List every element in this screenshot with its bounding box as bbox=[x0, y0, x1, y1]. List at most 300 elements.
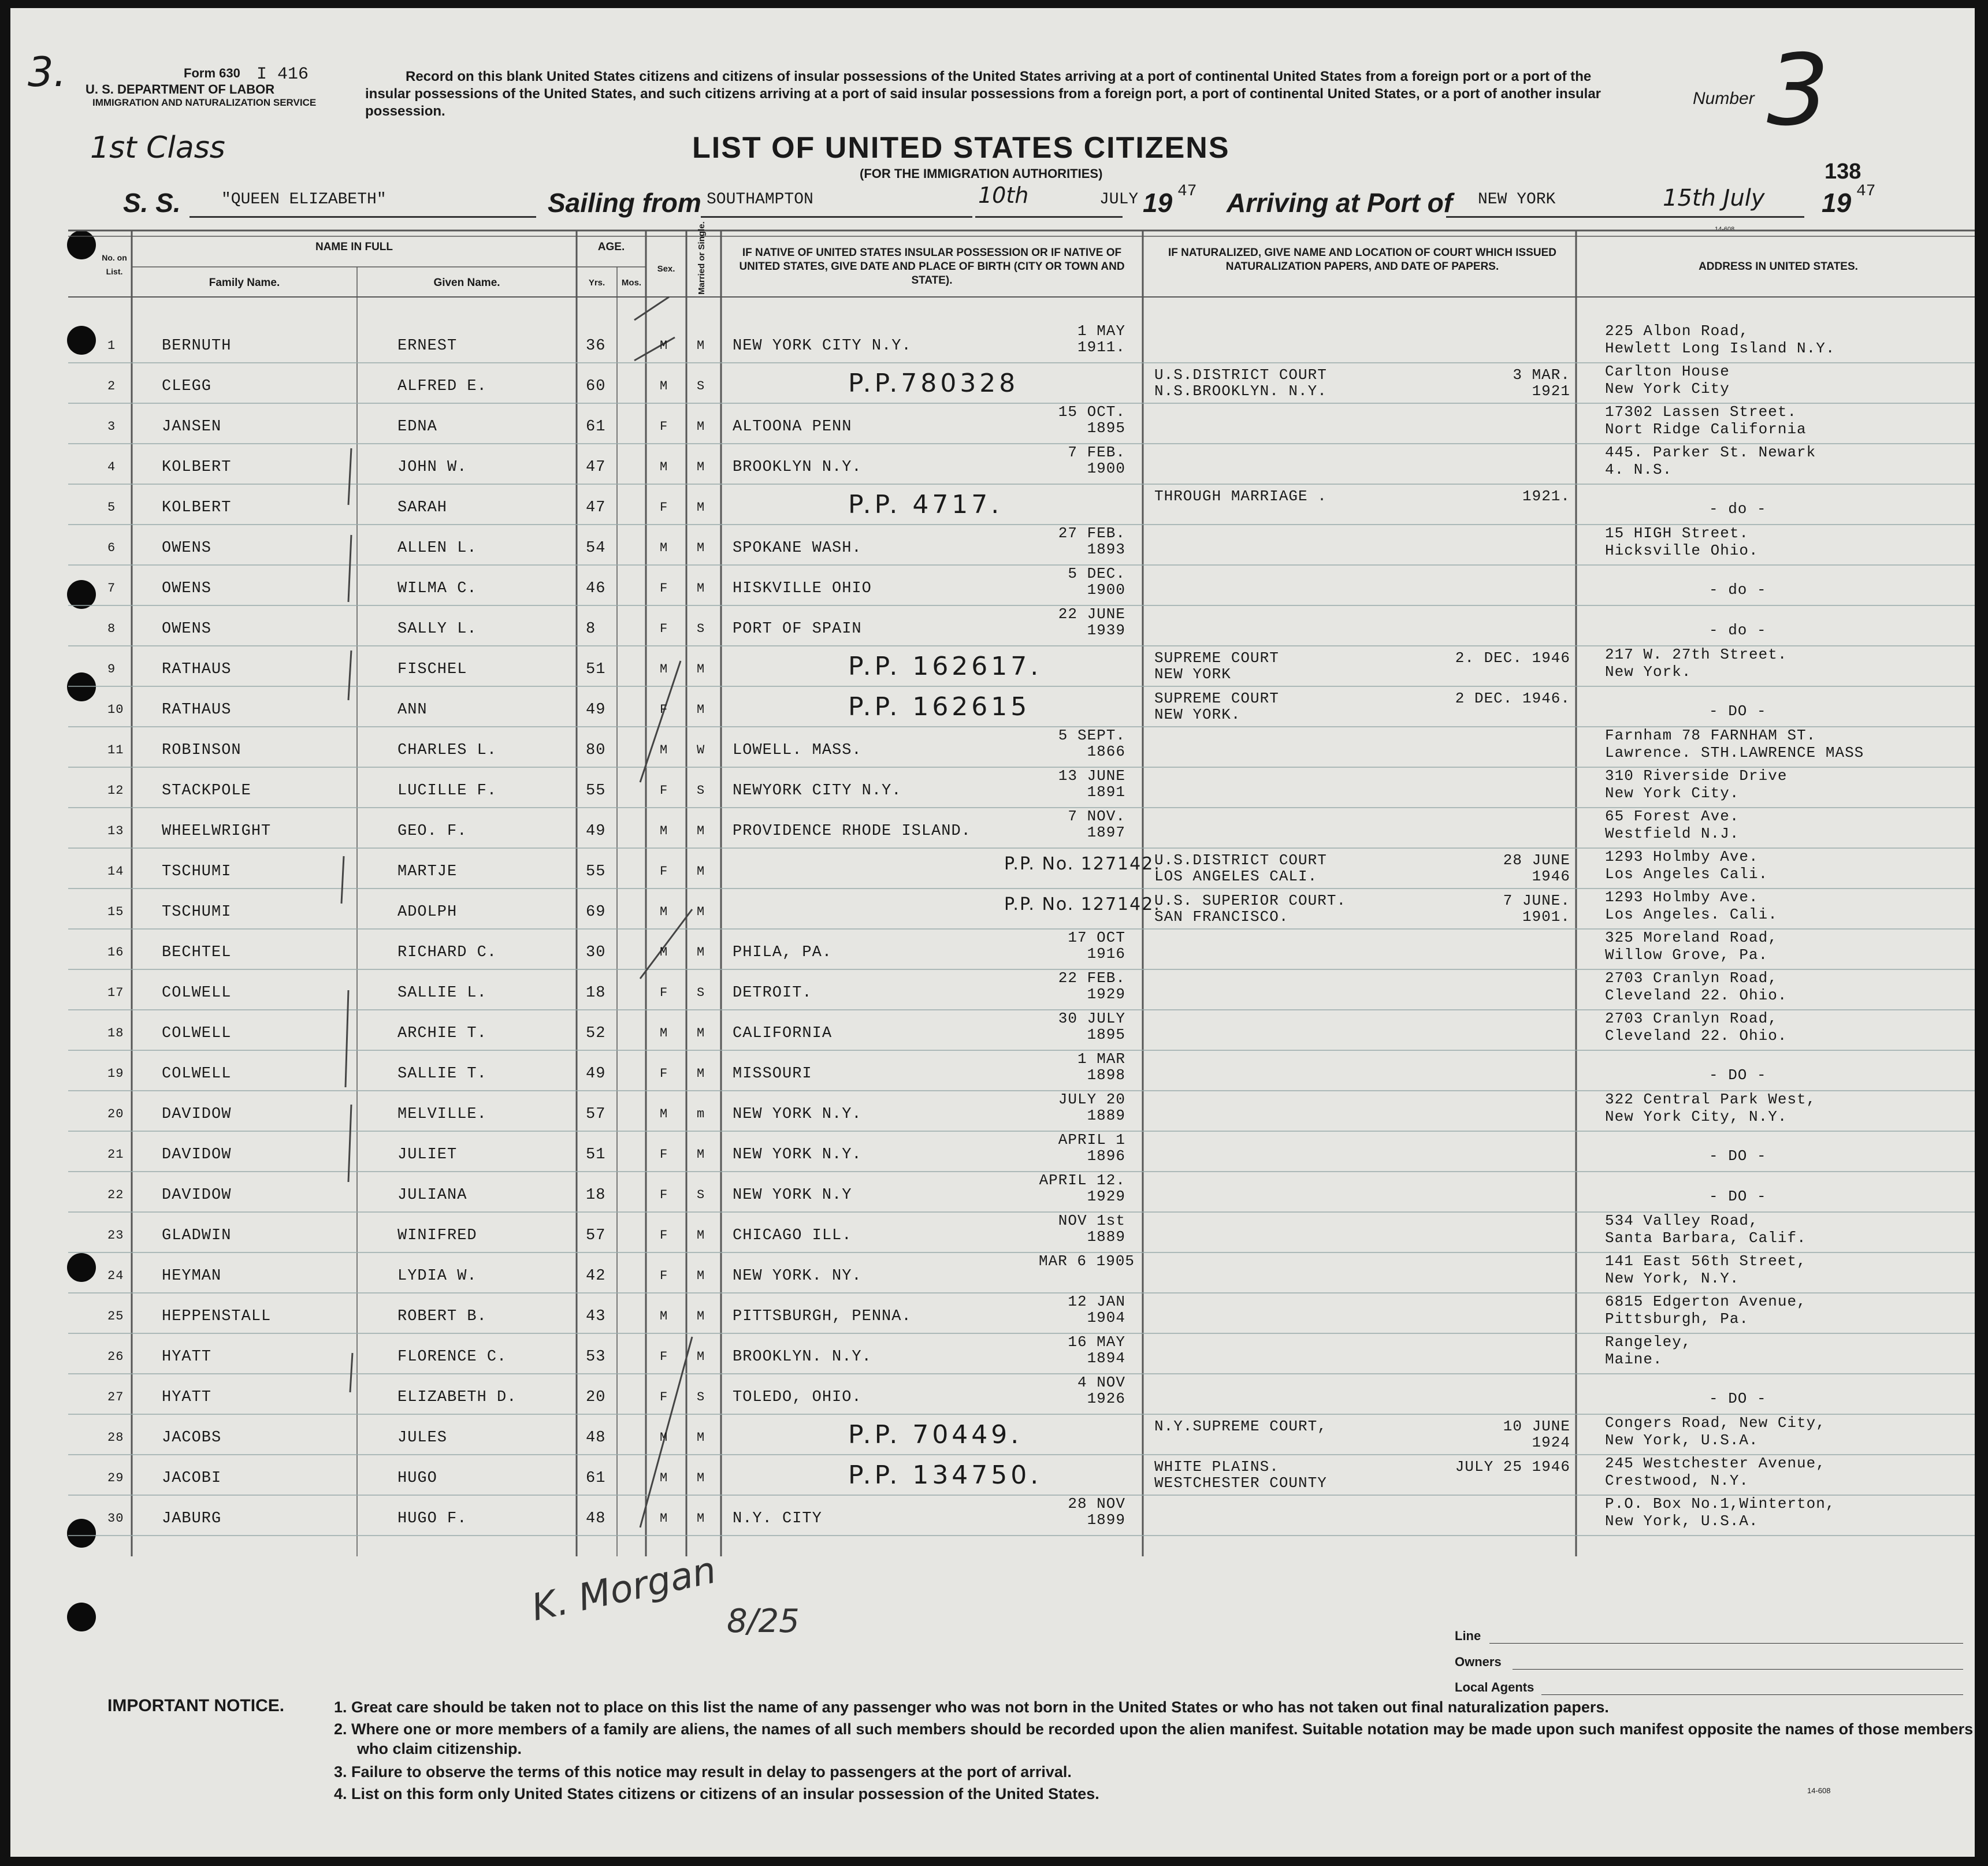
age-years: 36 bbox=[586, 337, 606, 355]
given-name: LUCILLE F. bbox=[397, 782, 497, 800]
address-line: New York City, N.Y. bbox=[1605, 1108, 1788, 1125]
marital-status: M bbox=[697, 581, 705, 596]
birth-date: 1916 bbox=[1087, 945, 1125, 962]
age-years: 80 bbox=[586, 742, 606, 759]
marital-status: W bbox=[697, 743, 705, 757]
family-name: WHEELWRIGHT bbox=[162, 823, 272, 840]
given-name: SALLIE L. bbox=[397, 984, 487, 1002]
marital-status: M bbox=[697, 419, 705, 434]
address-line: New York, U.S.A. bbox=[1605, 1512, 1759, 1530]
given-name: HUGO F. bbox=[397, 1510, 467, 1527]
given-name: WILMA C. bbox=[397, 580, 477, 597]
family-name: COLWELL bbox=[162, 1065, 232, 1083]
address-line: 141 East 56th Street, bbox=[1605, 1252, 1807, 1270]
address-line: P.O. Box No.1,Winterton, bbox=[1605, 1495, 1835, 1512]
arriving-port: NEW YORK bbox=[1478, 191, 1556, 209]
sex: M bbox=[660, 379, 668, 393]
birth-place: NEW YORK CITY N.Y. bbox=[733, 337, 912, 355]
birth-date: 1893 bbox=[1087, 541, 1125, 558]
address-line: 322 Central Park West, bbox=[1605, 1091, 1816, 1108]
court-name: N.S.BROOKLYN. N.Y. bbox=[1154, 382, 1327, 400]
age-years: 20 bbox=[586, 1389, 606, 1406]
birth-date: 4 NOV bbox=[1077, 1374, 1125, 1391]
given-name: ANN bbox=[397, 701, 428, 719]
address-line: Cleveland 22. Ohio. bbox=[1605, 987, 1788, 1004]
court-date: JULY 25 1946 bbox=[1455, 1458, 1570, 1475]
ship-name: "QUEEN ELIZABETH" bbox=[221, 191, 387, 209]
birth-date: 7 FEB. bbox=[1068, 444, 1125, 461]
birth-date: NOV 1st bbox=[1058, 1212, 1125, 1229]
address-line: 1293 Holmby Ave. bbox=[1605, 848, 1759, 865]
birth-place: BROOKLYN. N.Y. bbox=[733, 1348, 872, 1366]
family-name: CLEGG bbox=[162, 378, 212, 395]
court-name: N.Y.SUPREME COURT, bbox=[1154, 1418, 1327, 1435]
marital-status: M bbox=[697, 1350, 705, 1364]
marital-status: M bbox=[697, 1309, 705, 1324]
address-line: Lawrence. STH.LAWRENCE MASS bbox=[1605, 744, 1864, 761]
family-name: HYATT bbox=[162, 1389, 212, 1406]
marital-status: S bbox=[697, 1390, 705, 1404]
marital-status: S bbox=[697, 783, 705, 798]
address-line: 4. N.S. bbox=[1605, 461, 1673, 478]
birth-date: 1891 bbox=[1087, 783, 1125, 801]
sex: F bbox=[660, 500, 668, 515]
passport-number: P.P. 134750. bbox=[848, 1460, 1042, 1490]
row-number: 25 bbox=[107, 1309, 124, 1324]
family-name: JACOBS bbox=[162, 1429, 222, 1447]
age-years: 53 bbox=[586, 1348, 606, 1366]
marital-status: M bbox=[697, 864, 705, 879]
age-years: 61 bbox=[586, 418, 606, 436]
address-line: 1293 Holmby Ave. bbox=[1605, 889, 1759, 906]
sex: F bbox=[660, 986, 668, 1000]
record-instructions: Record on this blank United States citizens and citizens of insular possessions of the United States arriving at a port of continental United States from a foreign port or a port of the insular possessions of the United States, and such citizens arriving at a port of said insular possessions from a foreign port, a port of continental United States, or a port of another insular possession. bbox=[365, 69, 1601, 119]
birth-date: 1 MAY bbox=[1077, 322, 1125, 340]
family-name: JABURG bbox=[162, 1510, 222, 1527]
family-name: HYATT bbox=[162, 1348, 212, 1366]
birth-date: 5 SEPT. bbox=[1058, 727, 1125, 744]
passport-number: P.P. No. 127142. bbox=[1004, 854, 1161, 874]
age-years: 18 bbox=[586, 1187, 606, 1204]
birth-place: ALTOONA PENN bbox=[733, 418, 852, 436]
birth-place: NEW YORK N.Y bbox=[733, 1187, 852, 1204]
agents-label: Local Agents bbox=[1455, 1680, 1534, 1694]
birth-place: PITTSBURGH, PENNA. bbox=[733, 1308, 912, 1325]
sex: F bbox=[660, 783, 668, 798]
sailing-port: SOUTHAMPTON bbox=[707, 191, 813, 209]
page-subtitle: (FOR THE IMMIGRATION AUTHORITIES) bbox=[860, 166, 1103, 181]
given-name: ELIZABETH D. bbox=[397, 1389, 517, 1406]
given-name: SARAH bbox=[397, 499, 448, 516]
court-name: SUPREME COURT bbox=[1154, 690, 1279, 707]
marital-status: S bbox=[697, 986, 705, 1000]
birth-date: 1895 bbox=[1087, 1026, 1125, 1043]
age-years: 49 bbox=[586, 823, 606, 840]
court-date: 2 DEC. 1946. bbox=[1455, 690, 1570, 707]
address-line: Carlton House bbox=[1605, 363, 1730, 380]
given-name: ERNEST bbox=[397, 337, 458, 355]
birth-date: 1898 bbox=[1087, 1066, 1125, 1084]
age-years: 69 bbox=[586, 904, 606, 921]
address-line: 15 HIGH Street. bbox=[1605, 525, 1749, 542]
address-line: - DO - bbox=[1709, 702, 1767, 720]
birth-date: 22 JUNE bbox=[1058, 605, 1125, 623]
address-line: 65 Forest Ave. bbox=[1605, 808, 1740, 825]
sex: M bbox=[660, 1471, 668, 1485]
family-name: COLWELL bbox=[162, 1025, 232, 1042]
row-number: 14 bbox=[107, 864, 124, 879]
row-number: 13 bbox=[107, 824, 124, 838]
sex: M bbox=[660, 945, 668, 960]
marital-status: M bbox=[697, 1430, 705, 1445]
sex: M bbox=[660, 743, 668, 757]
birth-date: 1894 bbox=[1087, 1350, 1125, 1367]
address-line: Willow Grove, Pa. bbox=[1605, 946, 1768, 964]
age-years: 43 bbox=[586, 1308, 606, 1325]
family-name: BERNUTH bbox=[162, 337, 232, 355]
officer-signature: K. Morgan bbox=[527, 1549, 720, 1630]
address-line: Nort Ridge California bbox=[1605, 421, 1807, 438]
birth-date: 1904 bbox=[1087, 1309, 1125, 1326]
address-line: 310 Riverside Drive bbox=[1605, 767, 1788, 785]
given-name: JULES bbox=[397, 1429, 448, 1447]
given-name: JOHN W. bbox=[397, 459, 467, 476]
address-line: New York City. bbox=[1605, 785, 1740, 802]
col-head-family: Family Name. bbox=[209, 277, 280, 289]
address-line: Rangeley, bbox=[1605, 1333, 1692, 1351]
age-years: 49 bbox=[586, 1065, 606, 1083]
row-number: 8 bbox=[107, 622, 116, 636]
sex: F bbox=[660, 1188, 668, 1202]
given-name: HUGO bbox=[397, 1470, 437, 1487]
row-number: 12 bbox=[107, 783, 124, 798]
sex: F bbox=[660, 581, 668, 596]
age-years: 51 bbox=[586, 661, 606, 678]
class-note: 1st Class bbox=[90, 131, 225, 165]
court-name: U.S. SUPERIOR COURT. bbox=[1154, 892, 1347, 909]
service-name: IMMIGRATION AND NATURALIZATION SERVICE bbox=[92, 97, 317, 108]
birth-date: APRIL 12. bbox=[1039, 1172, 1125, 1189]
sex: M bbox=[660, 1026, 668, 1040]
sex: F bbox=[660, 622, 668, 636]
given-name: CHARLES L. bbox=[397, 742, 497, 759]
age-years: 8 bbox=[586, 620, 596, 638]
birth-date: 7 NOV. bbox=[1068, 808, 1125, 825]
family-name: TSCHUMI bbox=[162, 904, 232, 921]
given-name: LYDIA W. bbox=[397, 1267, 477, 1285]
row-number: 28 bbox=[107, 1430, 124, 1445]
court-date: 1921. bbox=[1522, 488, 1570, 505]
address-line: Hicksville Ohio. bbox=[1605, 542, 1759, 559]
sex: F bbox=[660, 702, 668, 717]
birth-place: MISSOURI bbox=[733, 1065, 812, 1083]
sex: F bbox=[660, 1269, 668, 1283]
address-line: - DO - bbox=[1709, 1147, 1767, 1165]
birth-place: TOLEDO, OHIO. bbox=[733, 1389, 862, 1406]
family-name: COLWELL bbox=[162, 984, 232, 1002]
col-head-age: AGE. bbox=[597, 241, 625, 253]
family-name: OWENS bbox=[162, 540, 212, 557]
notice-title: IMPORTANT NOTICE. bbox=[107, 1696, 285, 1715]
sex: M bbox=[660, 1511, 668, 1526]
passport-number: P.P. 162615 bbox=[848, 692, 1031, 722]
address-line: - do - bbox=[1709, 581, 1767, 599]
court-name: SAN FRANCISCO. bbox=[1154, 908, 1289, 925]
row-number: 20 bbox=[107, 1107, 124, 1121]
address-line: 534 Valley Road, bbox=[1605, 1212, 1759, 1229]
court-name: U.S.DISTRICT COURT bbox=[1154, 852, 1327, 869]
age-years: 55 bbox=[586, 782, 606, 800]
birth-date: 1911. bbox=[1077, 339, 1125, 356]
age-years: 30 bbox=[586, 944, 606, 961]
sex: F bbox=[660, 1350, 668, 1364]
row-number: 15 bbox=[107, 905, 124, 919]
address-line: Pittsburgh, Pa. bbox=[1605, 1310, 1749, 1328]
birth-place: PROVIDENCE RHODE ISLAND. bbox=[733, 823, 971, 840]
marital-status: M bbox=[697, 1026, 705, 1040]
list-number: 3 bbox=[1767, 34, 1830, 148]
court-name: NEW YORK. bbox=[1154, 706, 1241, 723]
passport-number: P.P. No. 127142. bbox=[1004, 894, 1161, 915]
court-date: 1901. bbox=[1522, 908, 1570, 925]
address-line: - do - bbox=[1709, 500, 1767, 518]
sex: F bbox=[660, 1147, 668, 1162]
birth-place: LOWELL. MASS. bbox=[733, 742, 862, 759]
court-name: NEW YORK bbox=[1154, 666, 1231, 683]
row-number: 6 bbox=[107, 541, 116, 555]
age-years: 48 bbox=[586, 1429, 606, 1447]
row-number: 4 bbox=[107, 460, 116, 474]
family-name: DAVIDOW bbox=[162, 1187, 232, 1204]
sex: M bbox=[660, 460, 668, 474]
row-number: 21 bbox=[107, 1147, 124, 1162]
court-name: WHITE PLAINS. bbox=[1154, 1458, 1279, 1475]
family-name: KOLBERT bbox=[162, 499, 232, 516]
age-years: 49 bbox=[586, 701, 606, 719]
given-name: JULIANA bbox=[397, 1187, 467, 1204]
family-name: DAVIDOW bbox=[162, 1146, 232, 1164]
birth-place: N.Y. CITY bbox=[733, 1510, 822, 1527]
birth-date: 1896 bbox=[1087, 1147, 1125, 1165]
sex: F bbox=[660, 1066, 668, 1081]
sex: M bbox=[660, 1107, 668, 1121]
marital-status: M bbox=[697, 702, 705, 717]
family-name: OWENS bbox=[162, 620, 212, 638]
row-number: 2 bbox=[107, 379, 116, 393]
row-number: 9 bbox=[107, 662, 116, 676]
birth-date: 13 JUNE bbox=[1058, 767, 1125, 785]
birth-date: 1929 bbox=[1087, 986, 1125, 1003]
given-name: ALFRED E. bbox=[397, 378, 487, 395]
row-number: 10 bbox=[107, 702, 124, 717]
birth-date: 1889 bbox=[1087, 1228, 1125, 1246]
court-date: 10 JUNE bbox=[1503, 1418, 1570, 1435]
address-line: 225 Albon Road, bbox=[1605, 322, 1749, 340]
given-name: SALLIE T. bbox=[397, 1065, 487, 1083]
arrive-year-prefix: 19 bbox=[1822, 188, 1852, 218]
family-name: GLADWIN bbox=[162, 1227, 232, 1244]
birth-date: 1889 bbox=[1087, 1107, 1125, 1124]
court-date: 3 MAR. bbox=[1513, 366, 1570, 384]
department-name: U. S. DEPARTMENT OF LABOR bbox=[86, 82, 275, 96]
court-name: U.S.DISTRICT COURT bbox=[1154, 366, 1327, 384]
birth-place: PORT OF SPAIN bbox=[733, 620, 862, 638]
signature-date: 8/25 bbox=[727, 1603, 800, 1640]
family-name: RATHAUS bbox=[162, 701, 232, 719]
address-line: Cleveland 22. Ohio. bbox=[1605, 1027, 1788, 1044]
row-number: 26 bbox=[107, 1350, 124, 1364]
birth-date: MAR 6 1905 bbox=[1039, 1252, 1135, 1270]
sex: M bbox=[660, 541, 668, 555]
marital-status: M bbox=[697, 905, 705, 919]
court-date: 1924 bbox=[1532, 1434, 1570, 1451]
notice-item: 1. Great care should be taken not to place on this list the name of any passenger who was not born in the United States or who has not taken out final naturalization papers. bbox=[334, 1698, 1609, 1716]
given-name: FLORENCE C. bbox=[397, 1348, 507, 1366]
row-number: 1 bbox=[107, 339, 116, 353]
birth-date: 22 FEB. bbox=[1058, 969, 1125, 987]
col-head-sex: Sex. bbox=[657, 264, 675, 274]
col-head-no: No. on List. bbox=[102, 253, 127, 276]
marital-status: M bbox=[697, 541, 705, 555]
col-head-birth: IF NATIVE OF UNITED STATES INSULAR POSSESSION OR IF NATIVE OF UNITED STATES, GIVE DATE AND PLACE OF BIRTH (CITY OR TOWN AND STATE). bbox=[739, 247, 1125, 287]
given-name: WINIFRED bbox=[397, 1227, 477, 1244]
birth-date: 1899 bbox=[1087, 1511, 1125, 1529]
family-name: JANSEN bbox=[162, 418, 222, 436]
marital-status: M bbox=[697, 1228, 705, 1243]
number-label: Number bbox=[1693, 89, 1755, 108]
passport-number: P.P. 4717. bbox=[848, 490, 1003, 519]
row-number: 29 bbox=[107, 1471, 124, 1485]
address-line: 245 Westchester Avenue, bbox=[1605, 1455, 1826, 1472]
court-name: THROUGH MARRIAGE . bbox=[1154, 488, 1327, 505]
given-name: EDNA bbox=[397, 418, 437, 436]
col-head-married: Married or Single. bbox=[697, 221, 707, 295]
birth-place: DETROIT. bbox=[733, 984, 812, 1002]
address-line: Westfield N.J. bbox=[1605, 825, 1740, 842]
age-years: 51 bbox=[586, 1146, 606, 1164]
birth-date: 1897 bbox=[1087, 824, 1125, 841]
age-years: 46 bbox=[586, 580, 606, 597]
row-number: 23 bbox=[107, 1228, 124, 1243]
given-name: ALLEN L. bbox=[397, 540, 477, 557]
marital-status: M bbox=[697, 1511, 705, 1526]
sex: M bbox=[660, 1430, 668, 1445]
birth-date: 1895 bbox=[1087, 419, 1125, 437]
address-line: New York, N.Y. bbox=[1605, 1270, 1740, 1287]
given-name: MARTJE bbox=[397, 863, 458, 880]
given-name: MELVILLE. bbox=[397, 1106, 487, 1123]
birth-date: 17 OCT bbox=[1068, 929, 1125, 946]
passport-number: P.P.780328 bbox=[848, 369, 1019, 398]
birth-date: 1900 bbox=[1087, 581, 1125, 599]
family-name: TSCHUMI bbox=[162, 863, 232, 880]
family-name: RATHAUS bbox=[162, 661, 232, 678]
marital-status: S bbox=[697, 1188, 705, 1202]
birth-date: 12 JAN bbox=[1068, 1293, 1125, 1310]
court-date: 7 JUNE. bbox=[1503, 892, 1570, 909]
age-years: 57 bbox=[586, 1227, 606, 1244]
given-name: ADOLPH bbox=[397, 904, 458, 921]
court-name: LOS ANGELES CALI. bbox=[1154, 868, 1318, 885]
birth-date: 1929 bbox=[1087, 1188, 1125, 1205]
age-years: 47 bbox=[586, 499, 606, 516]
court-date: 28 JUNE bbox=[1503, 852, 1570, 869]
sex: F bbox=[660, 1228, 668, 1243]
birth-place: CALIFORNIA bbox=[733, 1025, 833, 1042]
sex: M bbox=[660, 662, 668, 676]
form-number: I 416 bbox=[257, 65, 309, 84]
address-line: 325 Moreland Road, bbox=[1605, 929, 1778, 946]
sex: M bbox=[660, 824, 668, 838]
col-head-naturalized: IF NATURALIZED, GIVE NAME AND LOCATION OF COURT WHICH ISSUED NATURALIZATION PAPERS, AND DATE OF PAPERS. bbox=[1168, 247, 1556, 273]
row-number: 5 bbox=[107, 500, 116, 515]
birth-date: 16 MAY bbox=[1068, 1333, 1125, 1351]
sex: F bbox=[660, 1390, 668, 1404]
row-number: 17 bbox=[107, 986, 124, 1000]
address-line: New York. bbox=[1605, 663, 1692, 681]
marital-status: M bbox=[697, 824, 705, 838]
family-name: DAVIDOW bbox=[162, 1106, 232, 1123]
sex: F bbox=[660, 419, 668, 434]
birth-date: 28 NOV bbox=[1068, 1495, 1125, 1512]
age-years: 55 bbox=[586, 863, 606, 880]
given-name: SALLY L. bbox=[397, 620, 477, 638]
address-line: 217 W. 27th Street. bbox=[1605, 646, 1788, 663]
address-line: Farnham 78 FARNHAM ST. bbox=[1605, 727, 1816, 744]
col-head-mos: Mos. bbox=[621, 278, 642, 288]
row-number: 22 bbox=[107, 1188, 124, 1202]
arriving-label: Arriving at Port of bbox=[1227, 188, 1453, 218]
given-name: FISCHEL bbox=[397, 661, 467, 678]
age-years: 54 bbox=[586, 540, 606, 557]
sheet-number: 138 bbox=[1824, 159, 1861, 184]
year-prefix: 19 bbox=[1143, 188, 1173, 218]
family-name: BECHTEL bbox=[162, 944, 232, 961]
print-code: 14-608 bbox=[1715, 226, 1735, 233]
col-head-yrs: Yrs. bbox=[588, 278, 605, 288]
age-years: 18 bbox=[586, 984, 606, 1002]
marital-status: M bbox=[697, 945, 705, 960]
address-line: - DO - bbox=[1709, 1390, 1767, 1407]
address-line: Los Angeles. Cali. bbox=[1605, 906, 1778, 923]
court-name: SUPREME COURT bbox=[1154, 649, 1279, 667]
row-number: 24 bbox=[107, 1269, 124, 1283]
address-line: 6815 Edgerton Avenue, bbox=[1605, 1293, 1807, 1310]
birth-date: 1866 bbox=[1087, 743, 1125, 760]
marital-status: M bbox=[697, 1066, 705, 1081]
address-line: Hewlett Long Island N.Y. bbox=[1605, 340, 1835, 357]
birth-date: 30 JULY bbox=[1058, 1010, 1125, 1027]
passport-number: P.P. 162617. bbox=[848, 652, 1042, 681]
marital-status: M bbox=[697, 1269, 705, 1283]
sex: M bbox=[660, 339, 668, 353]
age-years: 47 bbox=[586, 459, 606, 476]
birth-place: PHILA, PA. bbox=[733, 944, 833, 961]
age-years: 42 bbox=[586, 1267, 606, 1285]
row-number: 27 bbox=[107, 1390, 124, 1404]
birth-place: CHICAGO ILL. bbox=[733, 1227, 852, 1244]
notice-item: 3. Failure to observe the terms of this notice may result in delay to passengers at the port of arrival. bbox=[334, 1763, 1072, 1780]
birth-date: APRIL 1 bbox=[1058, 1131, 1125, 1148]
sex: M bbox=[660, 905, 668, 919]
sail-month: JULY bbox=[1099, 191, 1139, 209]
birth-date: 1939 bbox=[1087, 622, 1125, 639]
birth-place: NEW YORK N.Y. bbox=[733, 1146, 862, 1164]
marital-status: M bbox=[697, 460, 705, 474]
arrive-date: 15th July bbox=[1663, 185, 1765, 211]
birth-date: 1900 bbox=[1087, 460, 1125, 477]
marital-status: S bbox=[697, 379, 705, 393]
